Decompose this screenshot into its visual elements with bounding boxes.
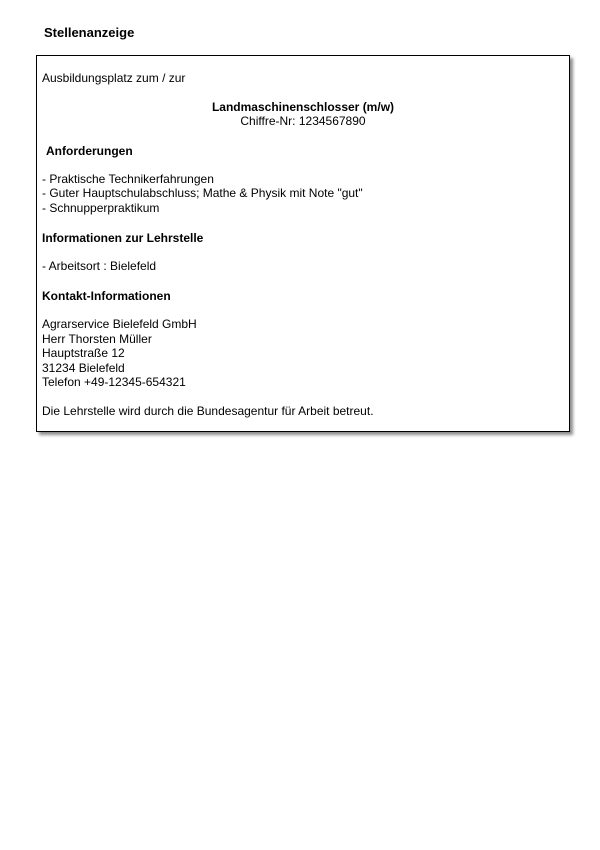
requirement-item: - Praktische Technikerfahrungen	[42, 172, 214, 186]
intro-text: Ausbildungsplatz zum / zur	[42, 71, 186, 85]
contact-city: 31234 Bielefeld	[42, 361, 125, 375]
info-heading: Informationen zur Lehrstelle	[42, 231, 204, 245]
contact-person: Herr Thorsten Müller	[42, 332, 152, 346]
requirement-item: - Schnupperpraktikum	[42, 201, 160, 215]
job-title: Landmaschinenschlosser (m/w)	[211, 100, 395, 114]
page-title: Stellenanzeige	[44, 25, 135, 40]
requirements-heading: Anforderungen	[46, 144, 133, 158]
info-item: - Arbeitsort : Bielefeld	[42, 259, 157, 273]
contact-phone: Telefon +49-12345-654321	[42, 375, 186, 389]
job-posting-box	[36, 55, 570, 432]
contact-heading: Kontakt-Informationen	[42, 289, 171, 303]
contact-street: Hauptstraße 12	[42, 346, 125, 360]
requirement-item: - Guter Hauptschulabschluss; Mathe & Physik mit Note "gut"	[42, 186, 363, 200]
reference-number: Chiffre-Nr: 1234567890	[240, 114, 366, 128]
contact-company: Agrarservice Bielefeld GmbH	[42, 317, 197, 331]
footer-note: Die Lehrstelle wird durch die Bundesagentur für Arbeit betreut.	[42, 404, 374, 418]
